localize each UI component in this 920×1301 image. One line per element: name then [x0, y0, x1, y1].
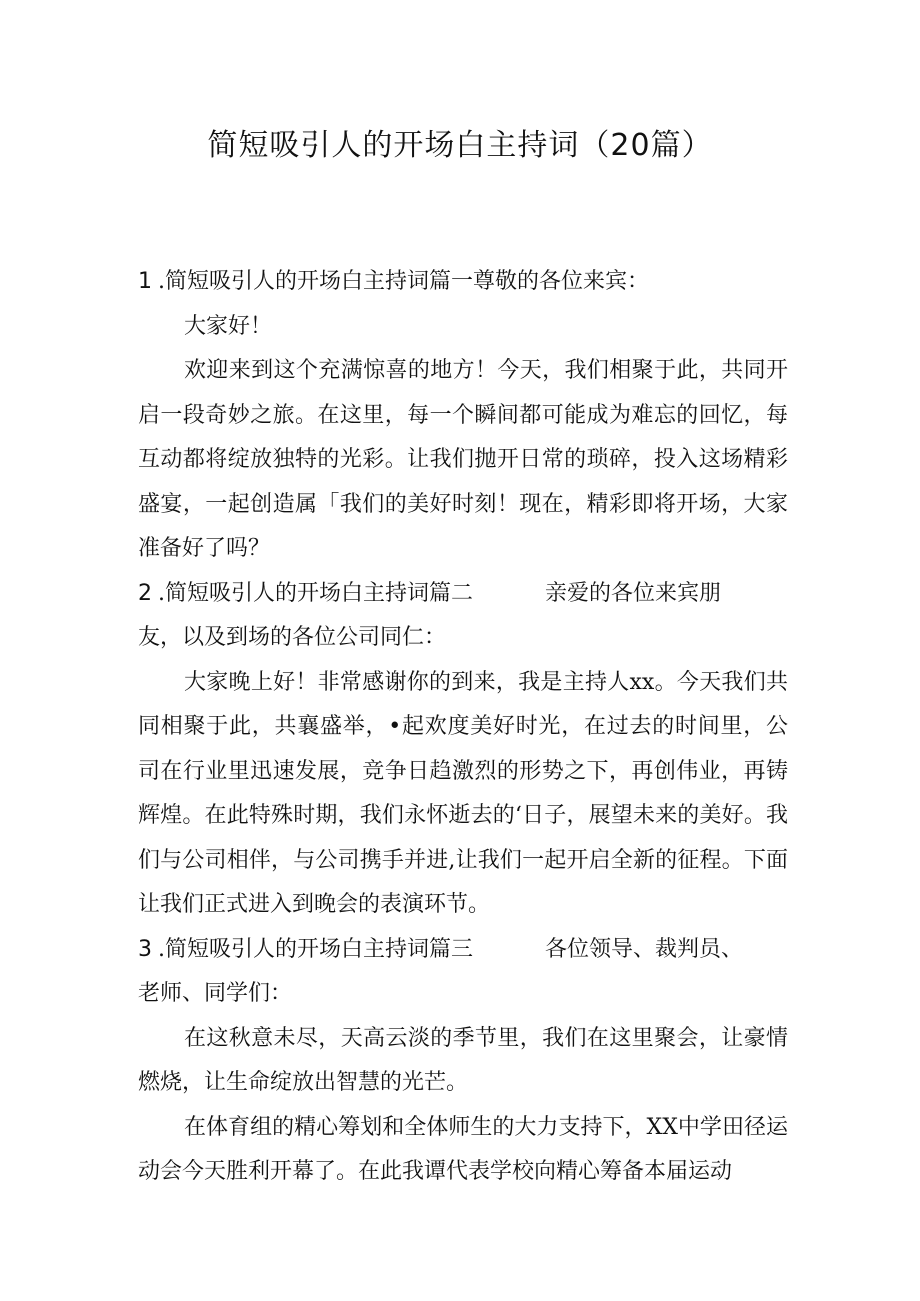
- section-heading-2: [138, 572, 788, 617]
- section-heading-text: .简短吸引人的开场白主持词篇三: [158, 936, 473, 962]
- paragraph: 在这秋意未尽，天高云淡的季节里，我们在这里聚会，让豪情燃烧，让生命绽放出智慧的光芒。: [138, 1025, 788, 1095]
- section-heading-3: [138, 928, 788, 973]
- section-number: 3: [138, 936, 152, 962]
- paragraph: 在体育组的精心筹划和全体师生的大力支持下，XX中学田径运动会今天胜利开幕了。在此我谭代表学校向精心筹备本届运动: [138, 1114, 788, 1184]
- document-title: 简短吸引人的开场白主持词（20篇）: [207, 128, 713, 163]
- section-heading-text: .简短吸引人的开场白主持词篇一尊敬的各位来宾：: [158, 269, 649, 294]
- salutation-continuation: 老师、同学们：: [138, 981, 293, 1006]
- section-heading-1: [138, 260, 788, 305]
- paragraph: 大家晚上好！非常感谢你的到来，我是主持人xx。今天我们共同相聚于此，共襄盛举，•起欢度美好时光，在过去的时间里，公司在行业里迅速发展，竞争日趋激烈的形势之下，再创伟业，再铸辉煌。在此特殊时期，我们永怀逝去的‘日子，展望未来的美好。我们与公司相伴，与公司携手并进,让我们一起开启全新的征程。下面让我们正式进入到晚会的表演环节。: [138, 669, 788, 917]
- salutation-continuation: 友，以及到场的各位公司同仁：: [138, 625, 447, 650]
- salutation-start: 各位领导、裁判员、: [545, 936, 744, 962]
- section-number: 1: [138, 269, 152, 294]
- section-heading-text: .简短吸引人的开场白主持词篇二: [158, 580, 473, 606]
- document-body: [138, 260, 788, 1195]
- paragraph: 欢迎来到这个充满惊喜的地方！今天，我们相聚于此，共同开启一段奇妙之旅。在这里，每一个瞬间都可能成为难忘的回忆，每互动都将绽放独特的光彩。让我们抛开日常的琐碎，投入这场精彩盛宴，一起创造属「我们的美好时刻！现在，精彩即将开场，大家准备好了吗？: [138, 358, 788, 561]
- salutation-start: 亲爱的各位来宾朋: [545, 580, 722, 606]
- section-number: 2: [138, 580, 152, 606]
- paragraph: 大家好！: [184, 313, 273, 339]
